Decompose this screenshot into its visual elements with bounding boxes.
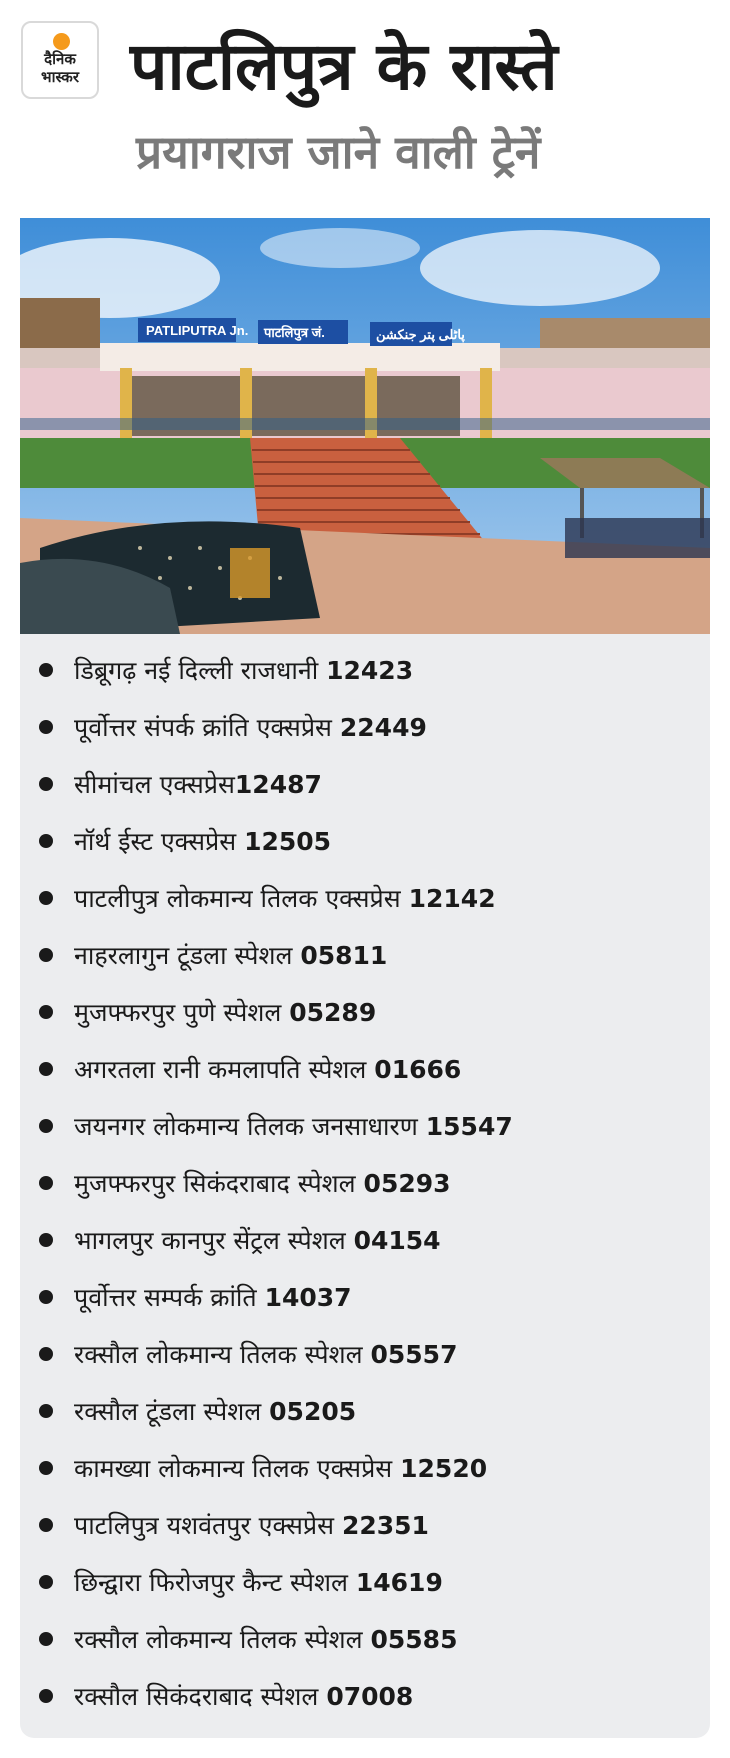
train-name-text: छिन्द्वारा फिरोजपुर कैन्ट स्पेशल — [74, 1568, 356, 1597]
train-name-text: पाटलिपुत्र यशवंतपुर एक्सप्रेस — [74, 1511, 342, 1540]
train-list-item — [20, 927, 710, 984]
bullet-icon — [39, 1176, 53, 1190]
train-list-item — [20, 1440, 710, 1497]
train-number: 05557 — [370, 1340, 458, 1369]
train-number: 12505 — [244, 827, 332, 856]
train-list-item — [20, 1269, 710, 1326]
train-name-text: अगरतला रानी कमलापति स्पेशल — [74, 1055, 375, 1084]
train-name — [74, 1326, 457, 1383]
train-name — [74, 927, 387, 984]
train-list-item — [20, 813, 710, 870]
train-number: 04154 — [353, 1226, 441, 1255]
sign-english: PATLIPUTRA Jn. — [146, 323, 249, 338]
train-name-text: रक्सौल लोकमान्य तिलक स्पेशल — [74, 1625, 371, 1654]
brand-logo — [21, 21, 99, 99]
train-name — [74, 1383, 356, 1440]
train-name-text: भागलपुर कानपुर सेंट्रल स्पेशल — [74, 1226, 354, 1255]
train-name — [74, 1440, 487, 1497]
sun-icon — [53, 33, 70, 50]
train-number: 12487 — [234, 770, 322, 799]
bullet-icon — [39, 1404, 53, 1418]
bullet-icon — [39, 1689, 53, 1703]
train-number: 05205 — [269, 1397, 357, 1426]
train-name — [74, 1155, 451, 1212]
train-number: 07008 — [326, 1682, 414, 1711]
train-list-item — [20, 1326, 710, 1383]
train-name — [74, 870, 496, 927]
bullet-icon — [39, 1290, 53, 1304]
train-number: 05811 — [300, 941, 388, 970]
train-number: 05585 — [370, 1625, 458, 1654]
train-name — [74, 1212, 441, 1269]
train-name — [74, 1497, 429, 1554]
train-number: 14037 — [264, 1283, 352, 1312]
train-name — [74, 756, 322, 813]
train-list-item — [20, 1041, 710, 1098]
train-name — [74, 1269, 352, 1326]
bullet-icon — [39, 1575, 53, 1589]
train-name-text: सीमांचल एक्सप्रेस — [74, 770, 235, 799]
station-photo — [20, 218, 710, 634]
train-name-text: पूर्वोत्तर सम्पर्क क्रांति — [74, 1283, 265, 1312]
train-list-item — [20, 756, 710, 813]
train-list-panel — [20, 634, 710, 1738]
page-subtitle: प्रयागराज जाने वाली ट्रेनें — [136, 125, 541, 179]
bullet-icon — [39, 1518, 53, 1532]
sign-urdu: پاٹلی پتر جنکشن — [376, 327, 465, 342]
train-list-item — [20, 1497, 710, 1554]
train-number: 12423 — [326, 656, 414, 685]
train-number: 05293 — [363, 1169, 451, 1198]
train-name-text: नाहरलागुन टूंडला स्पेशल — [74, 941, 301, 970]
train-list-item — [20, 1155, 710, 1212]
bullet-icon — [39, 777, 53, 791]
train-name-text: रक्सौल लोकमान्य तिलक स्पेशल — [74, 1340, 371, 1369]
train-list-item — [20, 1668, 710, 1725]
train-name-text: पाटलीपुत्र लोकमान्य तिलक एक्सप्रेस — [74, 884, 409, 913]
train-name-text: जयनगर लोकमान्य तिलक जनसाधारण — [74, 1112, 426, 1141]
train-name-text: नॉर्थ ईस्ट एक्सप्रेस — [74, 827, 245, 856]
train-number: 05289 — [289, 998, 377, 1027]
bullet-icon — [39, 1632, 53, 1646]
train-list-item — [20, 699, 710, 756]
bullet-icon — [39, 1062, 53, 1076]
train-list-item — [20, 642, 710, 699]
train-list-item — [20, 1554, 710, 1611]
train-name — [74, 813, 331, 870]
train-name-text: रक्सौल टूंडला स्पेशल — [74, 1397, 270, 1426]
logo-line-2: भास्कर — [41, 68, 79, 86]
train-name-text: रक्सौल सिकंदराबाद स्पेशल — [74, 1682, 327, 1711]
train-list-item — [20, 870, 710, 927]
logo-line-1: दैनिक — [44, 50, 76, 68]
train-name — [74, 1041, 461, 1098]
train-list — [20, 642, 710, 1725]
train-name-text: पूर्वोत्तर संपर्क क्रांति एक्सप्रेस — [74, 713, 340, 742]
train-name — [74, 699, 427, 756]
bullet-icon — [39, 891, 53, 905]
train-number: 15547 — [425, 1112, 513, 1141]
page-title: पाटलिपुत्र के रास्ते — [130, 28, 558, 105]
train-name-text: कामख्या लोकमान्य तिलक एक्सप्रेस — [74, 1454, 401, 1483]
train-number: 12142 — [408, 884, 496, 913]
train-list-item — [20, 1212, 710, 1269]
bullet-icon — [39, 1347, 53, 1361]
bullet-icon — [39, 1461, 53, 1475]
bullet-icon — [39, 1233, 53, 1247]
train-list-item — [20, 1611, 710, 1668]
train-name — [74, 1611, 457, 1668]
train-name-text: डिब्रूगढ़ नई दिल्ली राजधानी — [74, 656, 327, 685]
train-number: 14619 — [355, 1568, 443, 1597]
bullet-icon — [39, 834, 53, 848]
train-name — [74, 1098, 513, 1155]
bullet-icon — [39, 1005, 53, 1019]
train-name — [74, 1668, 413, 1725]
sign-hindi: पाटलिपुत्र जं. — [264, 325, 325, 340]
train-number: 22351 — [341, 1511, 429, 1540]
train-name — [74, 642, 413, 699]
train-list-item — [20, 984, 710, 1041]
train-name — [74, 1554, 443, 1611]
bullet-icon — [39, 663, 53, 677]
bullet-icon — [39, 1119, 53, 1133]
train-name-text: मुजफ्फरपुर सिकंदराबाद स्पेशल — [74, 1169, 364, 1198]
train-name — [74, 984, 376, 1041]
train-number: 12520 — [400, 1454, 488, 1483]
train-number: 01666 — [374, 1055, 462, 1084]
train-list-item — [20, 1383, 710, 1440]
bullet-icon — [39, 720, 53, 734]
bullet-icon — [39, 948, 53, 962]
train-list-item — [20, 1098, 710, 1155]
train-number: 22449 — [339, 713, 427, 742]
train-name-text: मुजफ्फरपुर पुणे स्पेशल — [74, 998, 290, 1027]
